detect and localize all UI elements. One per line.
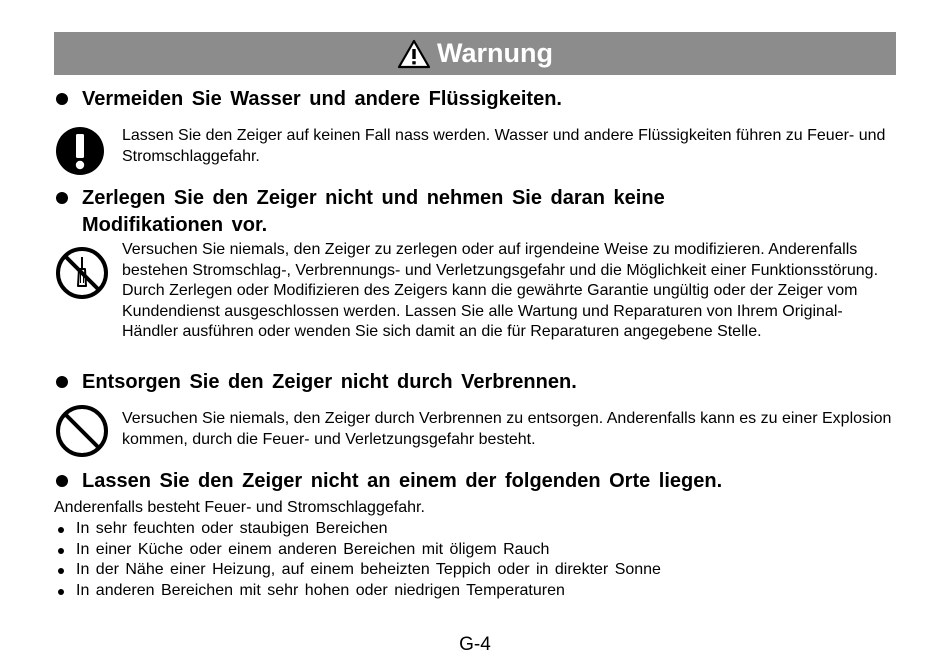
bullet-dot xyxy=(56,192,68,204)
section-heading-disassembly: Zerlegen Sie den Zeiger nicht und nehmen Sie daran keine Modifikationen vor. xyxy=(54,185,665,239)
list-item: In anderen Bereichen mit sehr hohen oder niedrigen Temperaturen xyxy=(54,581,661,602)
bullet-dot xyxy=(56,475,68,487)
list-item: In der Nähe einer Heizung, auf einem beheizten Teppich oder in direkter Sonne xyxy=(54,560,661,581)
prohibition-icon xyxy=(55,404,109,458)
section-text-water: Lassen Sie den Zeiger auf keinen Fall nass werden. Wasser und andere Flüssigkeiten führen zu Feuer- und Stromschlaggefahr. xyxy=(122,127,886,165)
section-text-disassembly: Versuchen Sie niemals, den Zeiger zu zerlegen oder auf irgendeine Weise zu modifizieren. Anderenfalls bestehen Stromschlag-, Verbrennungs- und Verletzungsgefahr und die Möglichkeit einer Funktionsstörung. Durch Zerlegen oder Modifizieren des Zeigers kann die gewährte Garantie ungültig oder der Zeiger vom Kundendienst ausgeschlossen werden. Lassen Sie alle Wartung und Reparaturen von Ihrem Original-Händler ausführen oder wenden Sie sich damit an die für Reparaturen angegebene Stelle. xyxy=(122,241,879,340)
section-heading-burning: Entsorgen Sie den Zeiger nicht durch Verbrennen. xyxy=(54,369,577,396)
exclamation-icon xyxy=(55,126,105,176)
list-item: In sehr feuchten oder staubigen Bereichen xyxy=(54,519,661,540)
section-text-burning: Versuchen Sie niemals, den Zeiger durch Verbrennen zu entsorgen. Anderenfalls kann es zu einer Explosion kommen, durch die Feuer- und Verletzungsgefahr besteht. xyxy=(122,410,892,448)
warning-banner xyxy=(54,32,896,75)
section-heading-water: Vermeiden Sie Wasser und andere Flüssigkeiten. xyxy=(54,86,562,113)
list-item: In einer Küche oder einem anderen Bereichen mit öligem Rauch xyxy=(54,540,661,561)
page-number: G-4 xyxy=(459,634,491,655)
section-intro-locations: Anderenfalls besteht Feuer- und Stromschlaggefahr. xyxy=(54,499,425,516)
bullet-dot xyxy=(56,93,68,105)
no-disassembly-icon xyxy=(55,246,109,300)
locations-list xyxy=(54,519,661,601)
warning-triangle-icon xyxy=(397,39,431,69)
banner-title: Warnung xyxy=(437,38,553,68)
bullet-dot xyxy=(56,376,68,388)
section-heading-locations: Lassen Sie den Zeiger nicht an einem der folgenden Orte liegen. xyxy=(54,468,722,495)
